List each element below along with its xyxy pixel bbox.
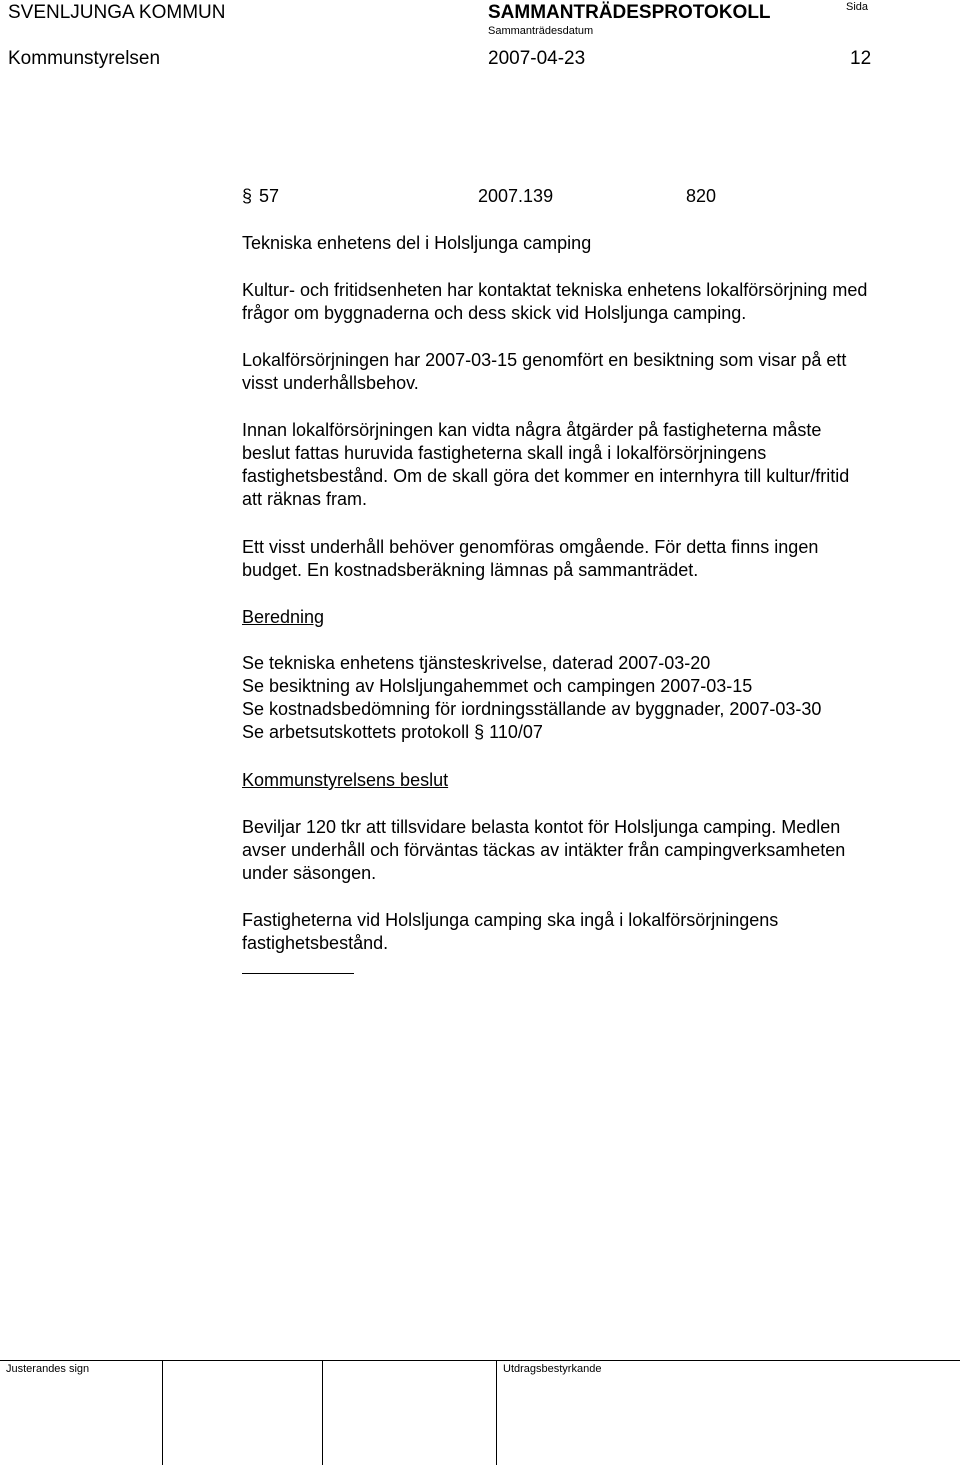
text-line: fastighetsbestånd. — [242, 933, 389, 953]
text-line: Beviljar 120 tkr att tillsvidare belasta kontot för Holsljunga camping. Medlen — [242, 817, 841, 837]
paragraph-1 — [242, 279, 957, 325]
reference-line: Se tekniska enhetens tjänsteskrivelse, daterad 2007-03-20 — [242, 653, 711, 673]
municipality-name: SVENLJUNGA KOMMUN — [8, 2, 226, 23]
case-number: 2007.139 — [478, 186, 554, 206]
paragraph-2 — [242, 349, 957, 395]
text-line: avser underhåll och förväntas täckas av intäkter från campingverksamheten — [242, 840, 846, 860]
item-title: Tekniska enhetens del i Holsljunga camping — [242, 233, 592, 253]
meeting-date-label: Sammanträdesdatum — [488, 25, 594, 37]
footer-divider — [162, 1360, 163, 1465]
paragraph-3 — [242, 419, 957, 511]
body-name: Kommunstyrelsen — [8, 48, 161, 69]
beredning-heading: Beredning — [242, 607, 325, 627]
archive-code: 820 — [686, 186, 717, 206]
signature-label: Justerandes sign — [6, 1363, 90, 1375]
footer-divider — [322, 1360, 323, 1465]
paragraph-number: 57 — [259, 186, 280, 206]
page-number: 12 — [850, 48, 872, 69]
reference-line: Se kostnadsbedömning för iordningsställande av byggnader, 2007-03-30 — [242, 699, 822, 719]
beredning-list — [242, 652, 957, 744]
text-line: Lokalförsörjningen har 2007-03-15 genomfört en besiktning som visar på ett — [242, 350, 847, 370]
text-line: under säsongen. — [242, 863, 377, 883]
decision-heading: Kommunstyrelsens beslut — [242, 770, 449, 790]
section-symbol: § — [242, 186, 253, 206]
text-line: visst underhållsbehov. — [242, 373, 419, 393]
meeting-date: 2007-04-23 — [488, 48, 586, 69]
text-line: Fastigheterna vid Holsljunga camping ska ingå i lokalförsörjningens — [242, 910, 779, 930]
document-type: SAMMANTRÄDESPROTOKOLL — [488, 2, 771, 23]
protocol-reference: 110/07 — [489, 722, 543, 742]
text-line: att räknas fram. — [242, 489, 368, 509]
end-of-section-rule — [242, 973, 354, 974]
text-line: fastighetsbestånd. Om de skall göra det kommer en internhyra till kultur/fritid — [242, 466, 850, 486]
page-label: Sida — [846, 1, 869, 13]
paragraph-4 — [242, 536, 957, 582]
text-line: Innan lokalförsörjningen kan vidta några åtgärder på fastigheterna måste — [242, 420, 822, 440]
extract-certification-label: Utdragsbestyrkande — [503, 1363, 602, 1375]
text-line: Ett visst underhåll behöver genomföras omgående. För detta finns ingen — [242, 537, 819, 557]
section-symbol: § — [474, 722, 485, 742]
footer-divider — [496, 1360, 497, 1465]
item-heading-row — [242, 185, 252, 208]
decision-paragraph-1 — [242, 816, 957, 885]
text-line: frågor om byggnaderna och dess skick vid Holsljunga camping. — [242, 303, 747, 323]
text-line: budget. En kostnadsberäkning lämnas på sammanträdet. — [242, 560, 699, 580]
decision-paragraph-2 — [242, 909, 957, 955]
reference-line-protocol — [242, 721, 957, 744]
reference-line: Se besiktning av Holsljungahemmet och campingen 2007-03-15 — [242, 676, 753, 696]
footer-top-rule — [0, 1360, 960, 1361]
reference-text: Se arbetsutskottets protokoll — [242, 722, 470, 742]
text-line: beslut fattas huruvida fastigheterna skall ingå i lokalförsörjningens — [242, 443, 767, 463]
text-line: Kultur- och fritidsenheten har kontaktat tekniska enhetens lokalförsörjning med — [242, 280, 868, 300]
